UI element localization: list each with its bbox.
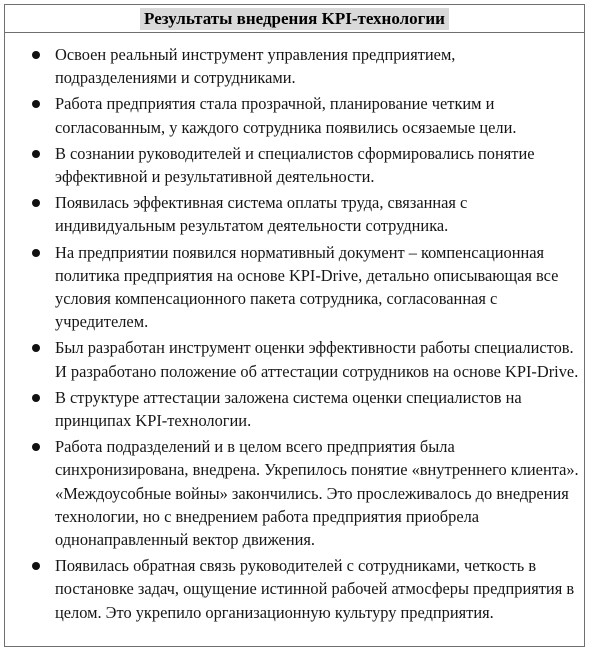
bullet-icon xyxy=(32,344,40,352)
results-list xyxy=(29,43,581,627)
bullet-icon xyxy=(32,51,40,59)
bullet-icon xyxy=(32,150,40,158)
list-item xyxy=(29,43,581,89)
document-frame xyxy=(4,4,585,647)
bullet-icon xyxy=(32,100,40,108)
bullet-icon xyxy=(32,562,40,570)
list-item-text: Работа подразделений и в целом всего предприятия была синхронизирована, внедрена. Укрепилось понятие «внутреннего клиента». «Междоусобные войны» закончились. Это прослеживалось до внедрения технологии, но с внедрением работа предприятия приобрела однонаправленный вектор движения. xyxy=(55,437,579,550)
list-item-text: В сознании руководителей и специалистов сформировались понятие эффективной и результативной деятельности. xyxy=(55,143,535,187)
list-item xyxy=(29,435,581,551)
document-title: Результаты внедрения KPI-технологии xyxy=(140,8,449,30)
list-item xyxy=(29,241,581,334)
list-item-text: Появилась обратная связь руководителей с сотрудниками, четкость в постановке задач, ощущение истинной рабочей атмосферы предприятия в целом. Это укрепило организационную культуру предприятия. xyxy=(55,556,575,622)
list-item-text: Работа предприятия стала прозрачной, планирование четким и согласованным, у каждого сотрудника появились осязаемые цели. xyxy=(55,94,517,137)
list-item-text: Был разработан инструмент оценки эффективности работы специалистов. И разработано положение об аттестации сотрудников на основе KPI-Drive. xyxy=(55,338,579,381)
bullet-icon xyxy=(32,443,40,451)
list-item xyxy=(29,386,581,432)
list-item xyxy=(29,336,581,382)
bullet-icon xyxy=(32,249,40,257)
bullet-icon xyxy=(32,394,40,402)
list-item xyxy=(29,191,581,237)
bullet-icon xyxy=(32,199,40,207)
title-bar xyxy=(5,5,584,33)
list-item-text: На предприятии появился нормативный документ – компенсационная политика предприятия на основе KPI-Drive, детально описывающая все условия компенсационного пакета сотрудника, согласованная с учредителем. xyxy=(55,242,559,332)
list-item xyxy=(29,554,581,624)
list-item xyxy=(29,142,581,188)
list-item-text: В структуре аттестации заложена система оценки специалистов на принципах KPI-технологии. xyxy=(55,387,522,431)
list-item-text: Появилась эффективная система оплаты труда, связанная с индивидуальным результатом деятельности сотрудника. xyxy=(55,193,468,236)
list-item-text: Освоен реальный инструмент управления предприятием, подразделениями и сотрудниками. xyxy=(55,45,456,88)
list-item xyxy=(29,92,581,138)
